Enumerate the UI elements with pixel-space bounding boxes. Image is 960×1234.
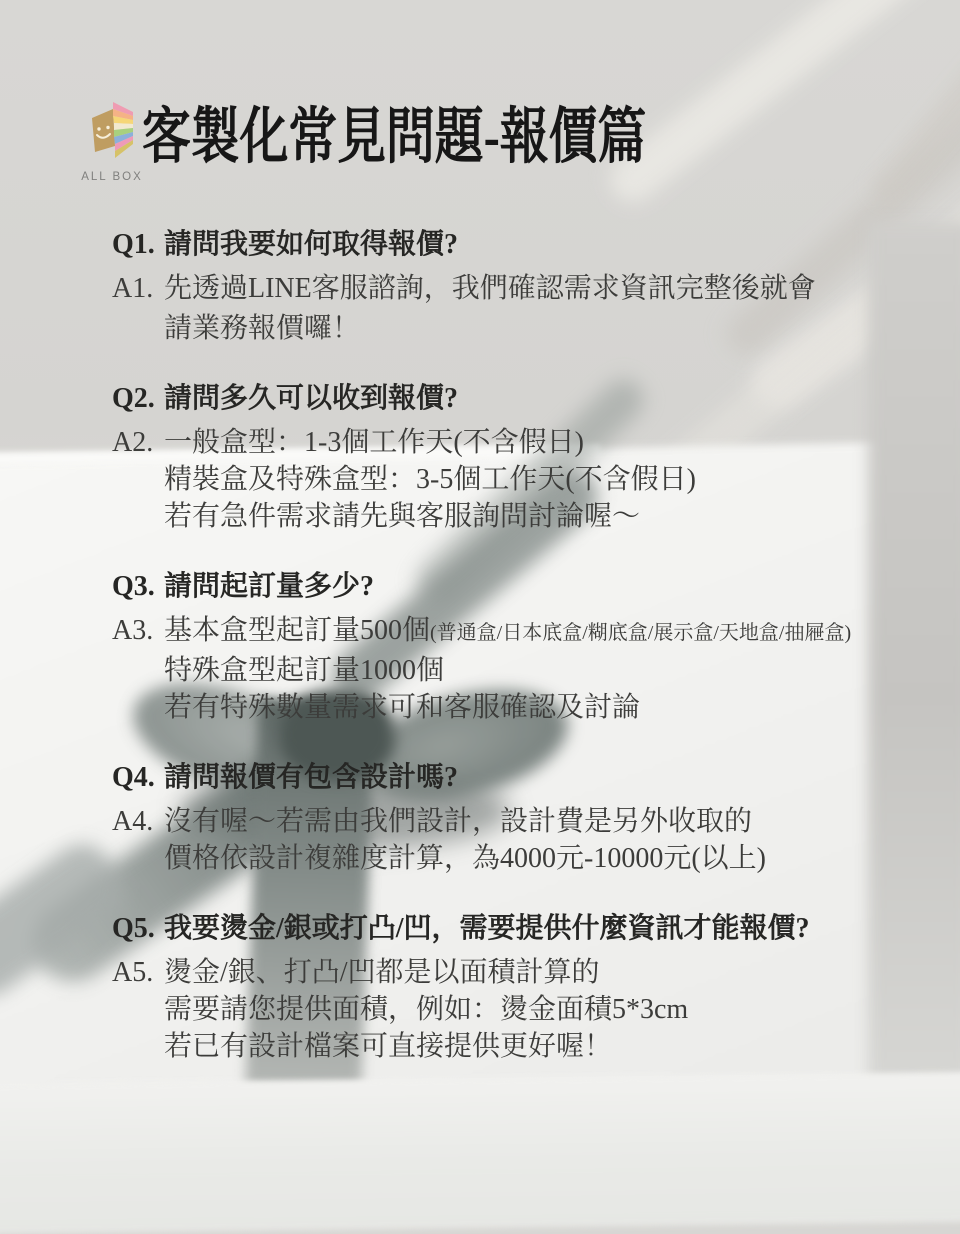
faq-item-q2	[112, 378, 942, 535]
answer-row	[112, 424, 942, 535]
answer-label: A3.	[112, 615, 154, 646]
answer-line: 精裝盒及特殊盒型：3-5個工作天(不含假日)	[164, 464, 696, 495]
question-text: 請問我要如何取得報價?	[164, 229, 459, 260]
faq-list	[112, 224, 942, 1096]
question-label: Q3.	[112, 571, 155, 602]
answer-row	[112, 954, 942, 1065]
allbox-logo	[72, 100, 152, 183]
page-title: 客製化常見問題-報價篇	[142, 104, 647, 171]
question-row	[112, 378, 942, 420]
answer-line: 若有特殊數量需求可和客服確認及討論	[164, 692, 641, 723]
answer-line: 特殊盒型起訂量1000個	[164, 655, 445, 686]
question-row	[112, 566, 942, 608]
question-text: 我要燙金/銀或打凸/凹，需要提供什麼資訊才能報價?	[164, 913, 810, 944]
answer-text	[164, 803, 766, 877]
answer-row	[112, 803, 942, 877]
answer-text	[164, 270, 816, 347]
question-text: 請問多久可以收到報價?	[164, 383, 459, 414]
answer-line: 燙金/銀、打凸/凹都是以面積計算的	[164, 957, 600, 988]
faq-item-q3	[112, 566, 942, 726]
question-label: Q2.	[112, 383, 155, 414]
question-label: Q1.	[112, 229, 155, 260]
answer-line: 若有急件需求請先與客服詢問討論喔～	[164, 501, 641, 532]
faq-item-q5	[112, 908, 942, 1065]
faq-item-q4	[112, 757, 942, 877]
answer-label: A4.	[112, 806, 154, 837]
question-row	[112, 908, 942, 950]
question-text: 請問報價有包含設計嗎?	[164, 762, 459, 793]
answer-label: A5.	[112, 957, 154, 988]
answer-text	[164, 612, 851, 726]
answer-line: 若已有設計檔案可直接提供更好喔！	[164, 1031, 613, 1062]
answer-note: (普通盒/日本底盒/糊底盒/展示盒/天地盒/抽屜盒)	[430, 622, 852, 644]
question-text: 請問起訂量多少?	[164, 571, 375, 602]
answer-row	[112, 612, 942, 726]
answer-text	[164, 424, 696, 535]
gift-box-logo-icon	[89, 100, 135, 162]
faq-item-q1	[112, 224, 942, 347]
question-row	[112, 757, 942, 799]
answer-line: 一般盒型：1-3個工作天(不含假日)	[164, 427, 584, 458]
answer-line: 需要請您提供面積，例如：燙金面積5*3cm	[164, 994, 689, 1025]
question-label: Q4.	[112, 762, 155, 793]
answer-row	[112, 270, 942, 347]
answer-text	[164, 954, 688, 1065]
answer-label: A1.	[112, 273, 154, 304]
answer-line: 價格依設計複雜度計算，為4000元-10000元(以上)	[164, 843, 766, 874]
answer-line: 基本盒型起訂量500個(普通盒/日本底盒/糊底盒/展示盒/天地盒/抽屜盒)	[164, 615, 852, 646]
answer-line: 沒有喔～若需由我們設計，設計費是另外收取的	[164, 806, 753, 837]
question-row	[112, 224, 942, 266]
answer-line: 先透過LINE客服諮詢，我們確認需求資訊完整後就會	[164, 273, 816, 304]
question-label: Q5.	[112, 913, 155, 944]
answer-label: A2.	[112, 427, 154, 458]
answer-line: 請業務報價囉！	[164, 313, 361, 344]
allbox-logo-text: ALL BOX	[81, 171, 143, 183]
